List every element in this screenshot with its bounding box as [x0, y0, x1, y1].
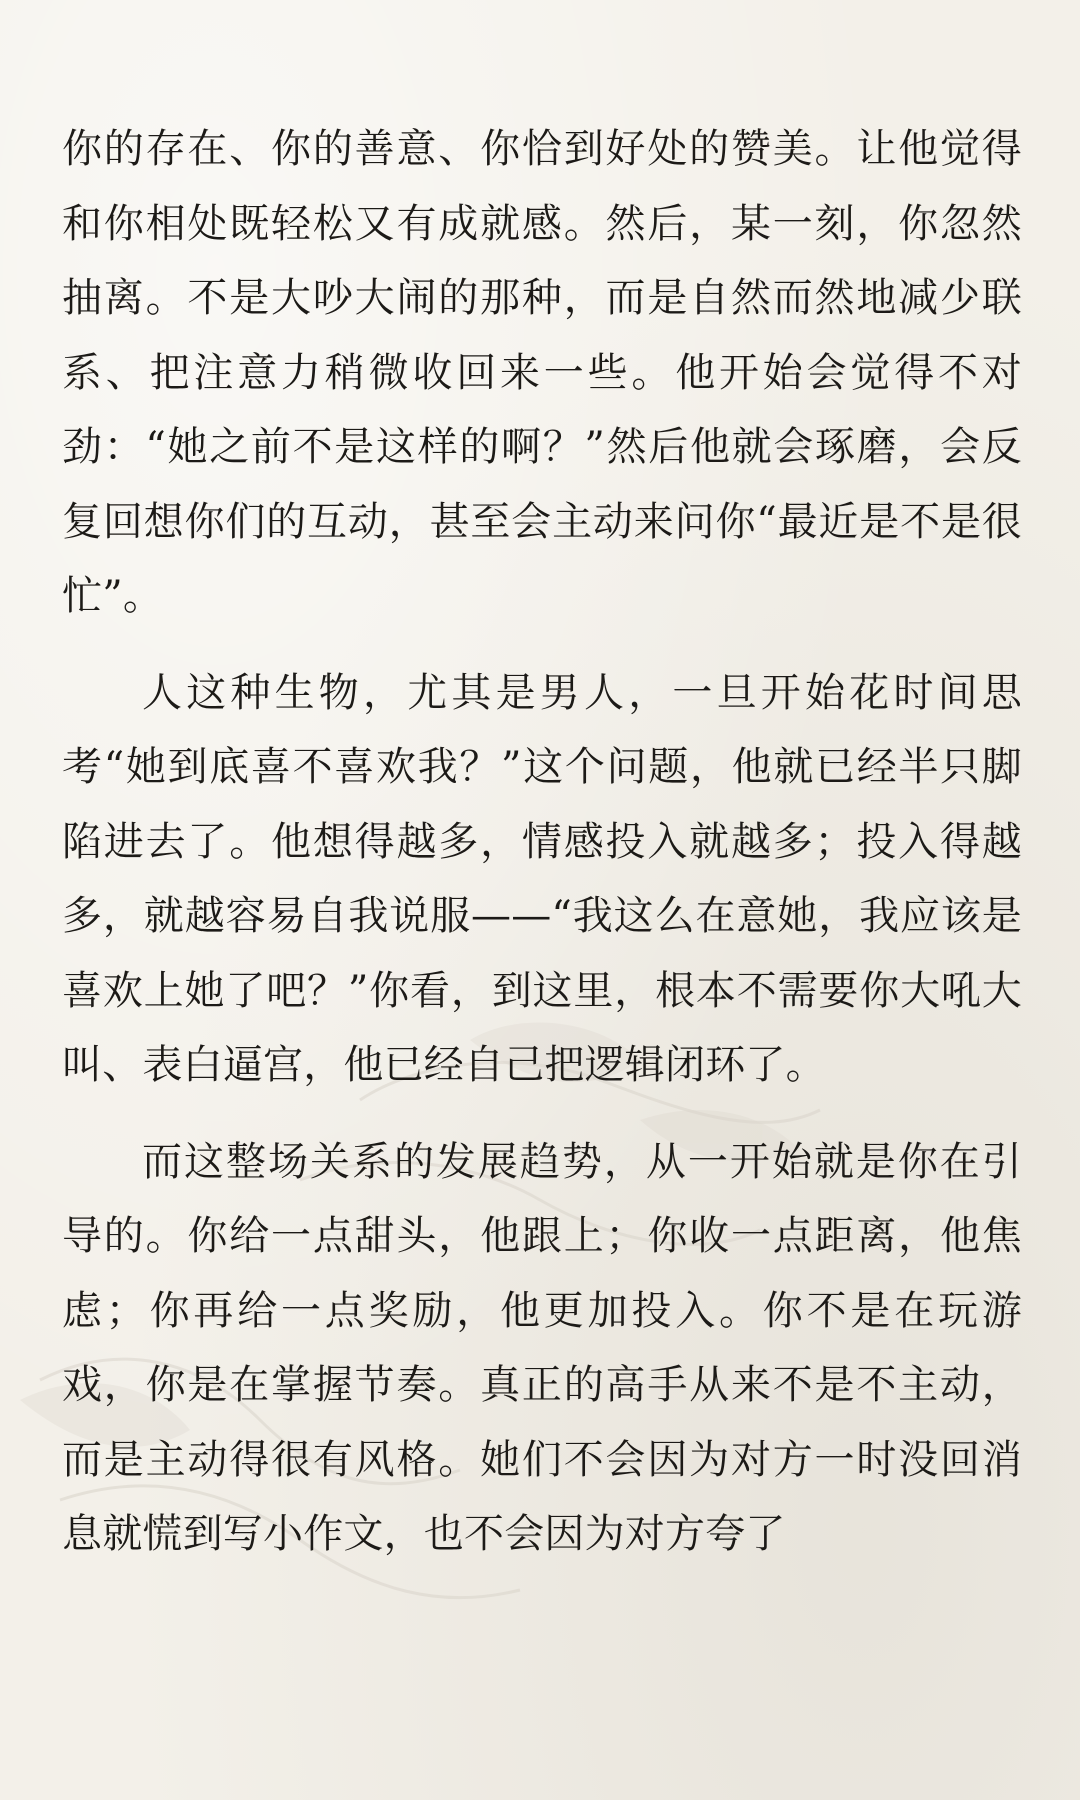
article-body [62, 112, 1022, 1572]
paragraph-3: 而这整场关系的发展趋势，从一开始就是你在引导的。你给一点甜头，他跟上；你收一点距离，他焦虑；你再给一点奖励，他更加投入。你不是在玩游戏，你是在掌握节奏。真正的高手从来不是不主动，而是主动得很有风格。她们不会因为对方一时没回消息就慌到写小作文，也不会因为对方夸了 [62, 1138, 1022, 1557]
paragraph-2: 人这种生物，尤其是男人，一旦开始花时间思考“她到底喜不喜欢我？”这个问题，他就已经半只脚陷进去了。他想得越多，情感投入就越多；投入得越多，就越容易自我说服——“我这么在意她，我应该是喜欢上她了吧？”你看，到这里，根本不需要你大吼大叫、表白逼宫，他已经自己把逻辑闭环了。 [62, 669, 1022, 1088]
paragraph-1: 你的存在、你的善意、你恰到好处的赞美。让他觉得和你相处既轻松又有成就感。然后，某一刻，你忽然抽离。不是大吵大闹的那种，而是自然而然地减少联系、把注意力稍微收回来一些。他开始会觉得不对劲：“她之前不是这样的啊？”然后他就会琢磨，会反复回想你们的互动，甚至会主动来问你“最近是不是很忙”。 [62, 126, 1022, 619]
